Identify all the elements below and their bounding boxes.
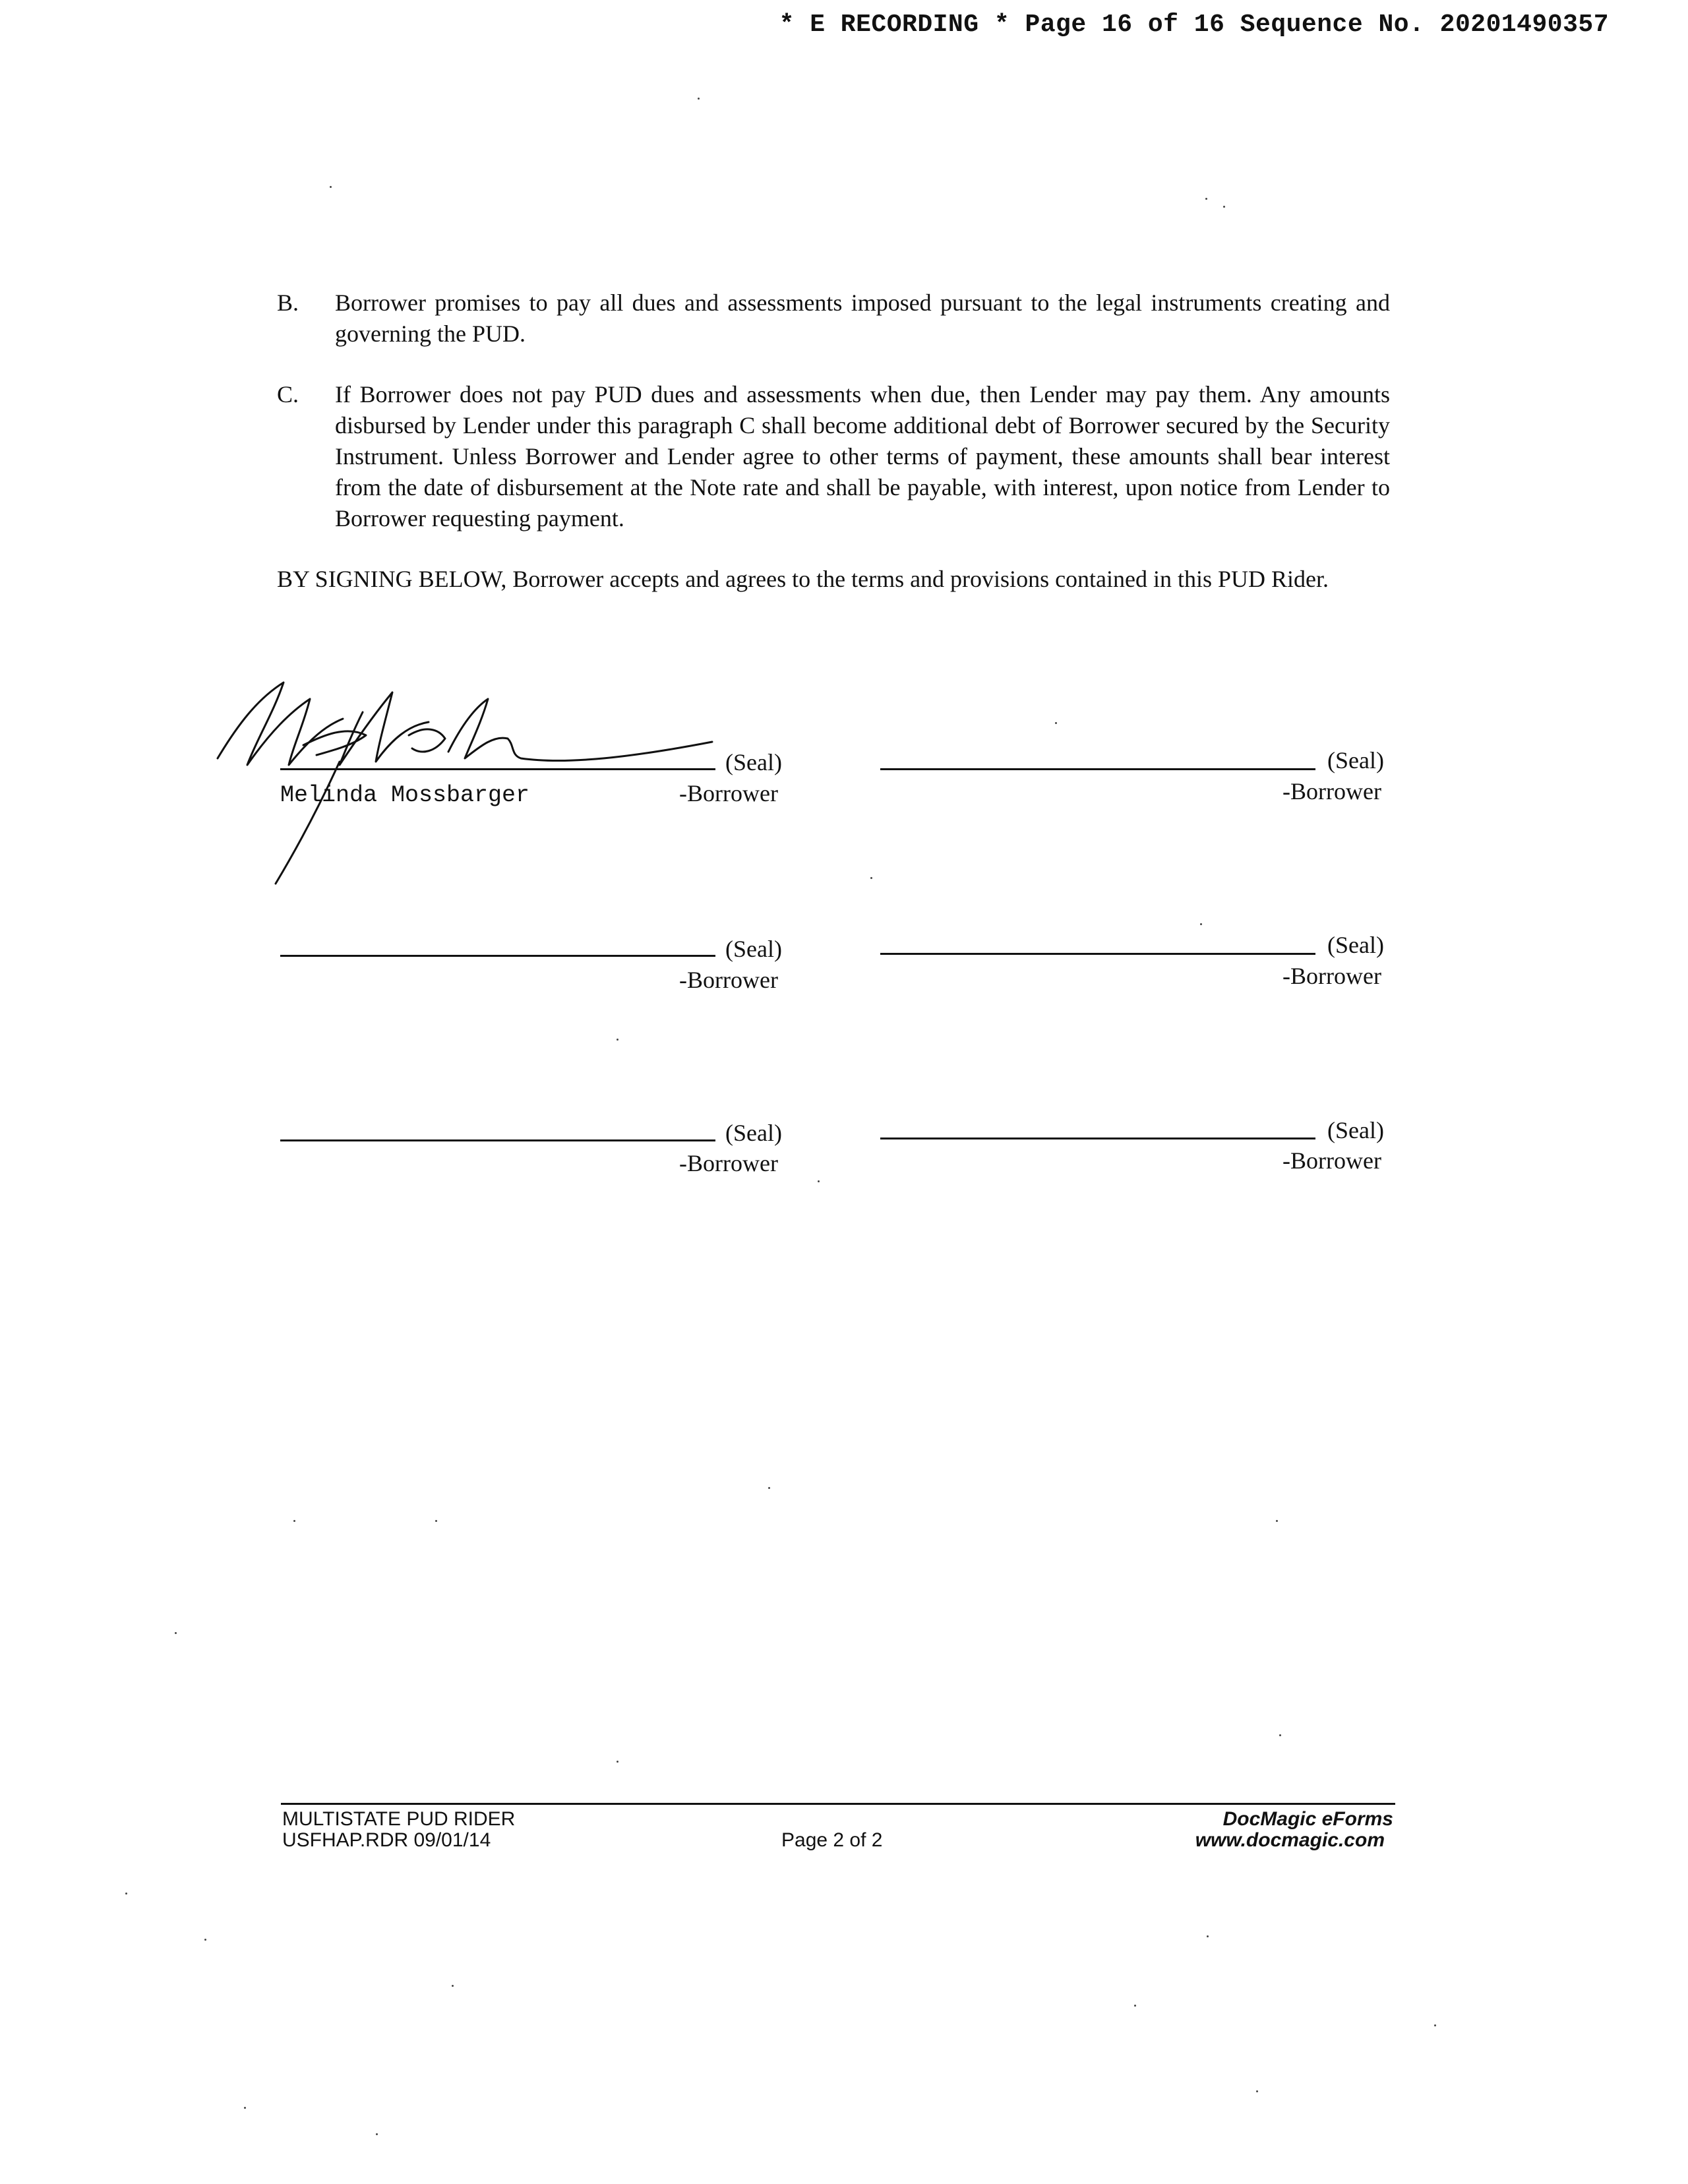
- seal-label-6: (Seal): [1327, 1117, 1384, 1143]
- scan-speck: [768, 1487, 770, 1489]
- scan-speck: [1207, 1935, 1209, 1937]
- form-code: USFHAP.RDR 09/01/14: [282, 1829, 491, 1851]
- borrower-label-3: -Borrower: [679, 967, 778, 993]
- borrower-label-2: -Borrower: [1282, 778, 1381, 804]
- borrower-label-4: -Borrower: [1282, 963, 1381, 989]
- footer-rule: [281, 1803, 1395, 1805]
- signing-statement: BY SIGNING BELOW, Borrower accepts and agrees to the terms and provisions contained in this PUD Rider.: [277, 566, 1329, 592]
- scan-speck: [330, 186, 332, 188]
- paragraph-b-text: Borrower promises to pay all dues and assessments imposed pursuant to the legal instruments creating and governing the PUD.: [335, 289, 1390, 347]
- scan-speck: [125, 1893, 127, 1895]
- signature-line-6: [880, 1138, 1315, 1139]
- scan-speck: [293, 1520, 295, 1522]
- signature-line-4: [880, 953, 1315, 955]
- signature-line-2: [880, 768, 1315, 770]
- paragraph-c-letter: C.: [277, 381, 299, 408]
- signer-name: Melinda Mossbarger: [280, 782, 530, 808]
- scan-speck: [1276, 1520, 1278, 1522]
- scan-speck: [244, 2107, 246, 2109]
- paragraph-b-letter: B.: [277, 289, 299, 316]
- borrower-label-1: -Borrower: [679, 780, 778, 806]
- scan-speck: [435, 1520, 437, 1522]
- scan-speck: [870, 877, 872, 879]
- scan-speck: [376, 2133, 378, 2135]
- scan-speck: [1434, 2024, 1436, 2026]
- scan-speck: [1055, 722, 1057, 724]
- seal-label-2: (Seal): [1327, 747, 1384, 774]
- scan-speck: [204, 1939, 206, 1941]
- signature-line-3: [280, 955, 715, 957]
- signature-line-5: [280, 1139, 715, 1141]
- scan-speck: [1134, 2005, 1136, 2007]
- scan-speck: [1256, 2090, 1258, 2092]
- scan-speck: [175, 1632, 177, 1634]
- brand-name: DocMagic eForms: [1222, 1808, 1393, 1830]
- page-number: Page 2 of 2: [781, 1829, 883, 1851]
- scan-speck: [818, 1180, 820, 1182]
- seal-label-3: (Seal): [725, 936, 782, 962]
- scan-speck: [1205, 198, 1207, 200]
- recording-stamp: * E RECORDING * Page 16 of 16 Sequence No. 20201490357: [779, 11, 1609, 39]
- scan-speck: [1279, 1734, 1281, 1736]
- borrower-label-5: -Borrower: [679, 1150, 778, 1176]
- paragraph-c-text: If Borrower does not pay PUD dues and assessments when due, then Lender may pay them. Any amounts disbursed by Lender under this paragraph C shall become additional debt of Borrower secured by the Security Instrument. Unless Borrower and Lender agree to other terms of payment, these amounts shall bear interest from the date of disbursement at the Note rate and shall be payable, with interest, upon notice from Lender to Borrower requesting payment.: [335, 381, 1390, 531]
- scan-speck: [698, 98, 700, 100]
- brand-website: www.docmagic.com: [1195, 1829, 1385, 1851]
- signature-line-1: [280, 768, 715, 770]
- seal-label-5: (Seal): [725, 1120, 782, 1146]
- form-title: MULTISTATE PUD RIDER: [282, 1808, 516, 1830]
- scan-speck: [1200, 923, 1202, 925]
- scan-speck: [1223, 206, 1225, 208]
- scan-speck: [617, 1039, 618, 1041]
- scan-speck: [452, 1985, 454, 1987]
- seal-label-4: (Seal): [1327, 932, 1384, 958]
- borrower-label-6: -Borrower: [1282, 1147, 1381, 1174]
- seal-label-1: (Seal): [725, 749, 782, 775]
- scan-speck: [617, 1761, 618, 1763]
